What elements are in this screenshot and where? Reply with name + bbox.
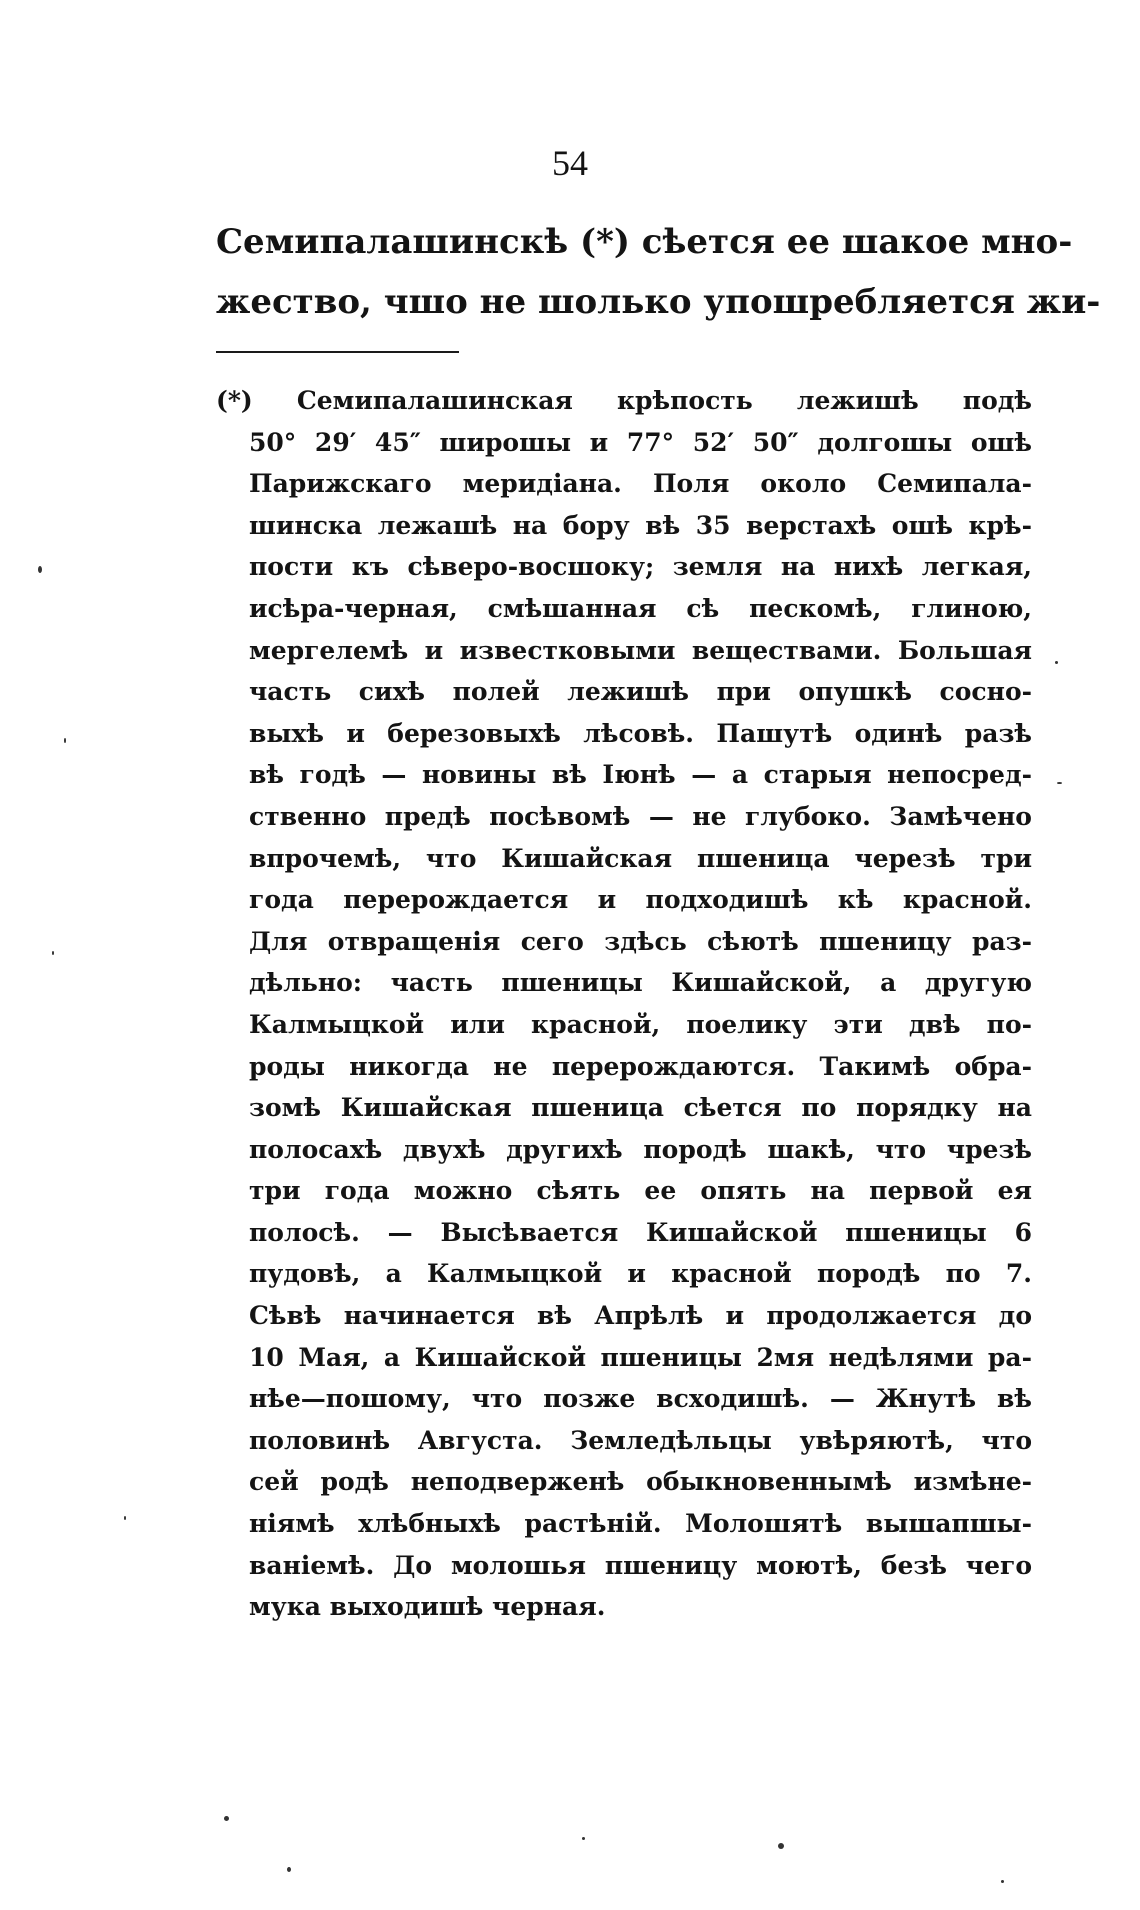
footnote-line: пудовѣ, а Калмыцкой и красной породѣ по 7. [249, 1259, 1032, 1289]
main-text-line: Семипалашинскѣ (*) сѣется ее шакое мно- [216, 222, 1073, 262]
footnote-line: Парижскаго меридіана. Поля около Семипала- [249, 469, 1032, 499]
footnote-line: ственно предѣ посѣвомѣ — не глубоко. Замѣчено [249, 801, 1032, 831]
scan-speck [38, 566, 42, 573]
footnote-line: года перерождается и подходишѣ кѣ красной. [249, 885, 1032, 915]
footnote-line: ніямѣ хлѣбныхѣ растѣній. Молошятѣ вышапшы- [249, 1509, 1032, 1539]
footnote-line: Для отвращенія сего здѣсь сѣютѣ пшеницу раз- [249, 926, 1032, 956]
scan-speck [582, 1837, 585, 1840]
page-number: 54 [552, 143, 588, 183]
footnote-line: пости къ сѣверо-восшоку; земля на нихѣ легкая, [249, 552, 1032, 582]
scan-speck [224, 1816, 229, 1821]
footnote-line: мука выходишѣ черная. [249, 1592, 606, 1622]
footnote-line: сей родѣ неподверженѣ обыкновеннымѣ измѣне- [249, 1467, 1032, 1497]
footnote-line: 10 Мая, а Кишайской пшеницы 2мя недѣлями ра- [249, 1342, 1032, 1372]
scan-speck [64, 738, 66, 743]
scan-speck [1055, 661, 1058, 664]
footnote-line: три года можно сѣять ее опять на первой ея [249, 1176, 1032, 1206]
scan-speck [124, 1516, 126, 1520]
footnote-line: исѣра-черная, смѣшанная сѣ пескомѣ, глиною, [249, 593, 1032, 623]
scan-speck [52, 951, 54, 955]
footnote-line: ваніемѣ. До молошья пшеницу моютѣ, безѣ чего [249, 1550, 1032, 1580]
footnote-line: Сѣвѣ начинается вѣ Апрѣлѣ и продолжается до [249, 1301, 1032, 1331]
scan-speck [1001, 1880, 1004, 1883]
footnote-line: половинѣ Августа. Земледѣльцы увѣряютѣ, что [249, 1425, 1032, 1455]
footnote-line: полосѣ. — Высѣвается Кишайской пшеницы 6 [249, 1217, 1032, 1247]
footnote-line: вѣ годѣ — новины вѣ Іюнѣ — а старыя непосред- [249, 760, 1032, 790]
footnote-line: мергелемѣ и известковыми веществами. Большая [249, 635, 1032, 665]
footnote-line: выхѣ и березовыхѣ лѣсовѣ. Пашутѣ одинѣ разѣ [249, 718, 1032, 748]
footnote-line: впрочемѣ, что Кишайская пшеница черезѣ три [249, 843, 1032, 873]
scan-speck [287, 1867, 291, 1872]
footnote-line: 50° 29′ 45″ широшы и 77° 52′ 50″ долгошы ошѣ [249, 427, 1032, 457]
footnote [216, 380, 1032, 1628]
footnote-line: дѣльно: часть пшеницы Кишайской, а другую [249, 968, 1032, 998]
footnote-line: зомѣ Кишайская пшеница сѣется по порядку на [249, 1093, 1032, 1123]
main-text-line: жество, чшо не шолько упошребляется жи- [216, 282, 1101, 322]
footnote-line: полосахѣ двухѣ другихѣ породѣ шакѣ, что чрезѣ [249, 1134, 1032, 1164]
footnote-line: роды никогда не перерождаются. Такимѣ обра- [249, 1051, 1032, 1081]
footnote-line: Калмыцкой или красной, поелику эти двѣ по- [249, 1009, 1032, 1039]
scan-speck [1057, 782, 1062, 784]
footnote-line: нѣе—пошому, что позже всходишѣ. — Жнутѣ вѣ [249, 1384, 1032, 1414]
footnote-line: часть сихѣ полей лежишѣ при опушкѣ сосно- [249, 677, 1032, 707]
scan-speck [778, 1843, 784, 1849]
footnote-line: (*) Семипалашинская крѣпость лежишѣ подѣ [216, 386, 1032, 415]
footnote-line: шинска лежашѣ на бору вѣ 35 верстахѣ ошѣ крѣ- [249, 510, 1032, 540]
footnote-rule [216, 351, 459, 353]
main-text [216, 212, 1101, 332]
